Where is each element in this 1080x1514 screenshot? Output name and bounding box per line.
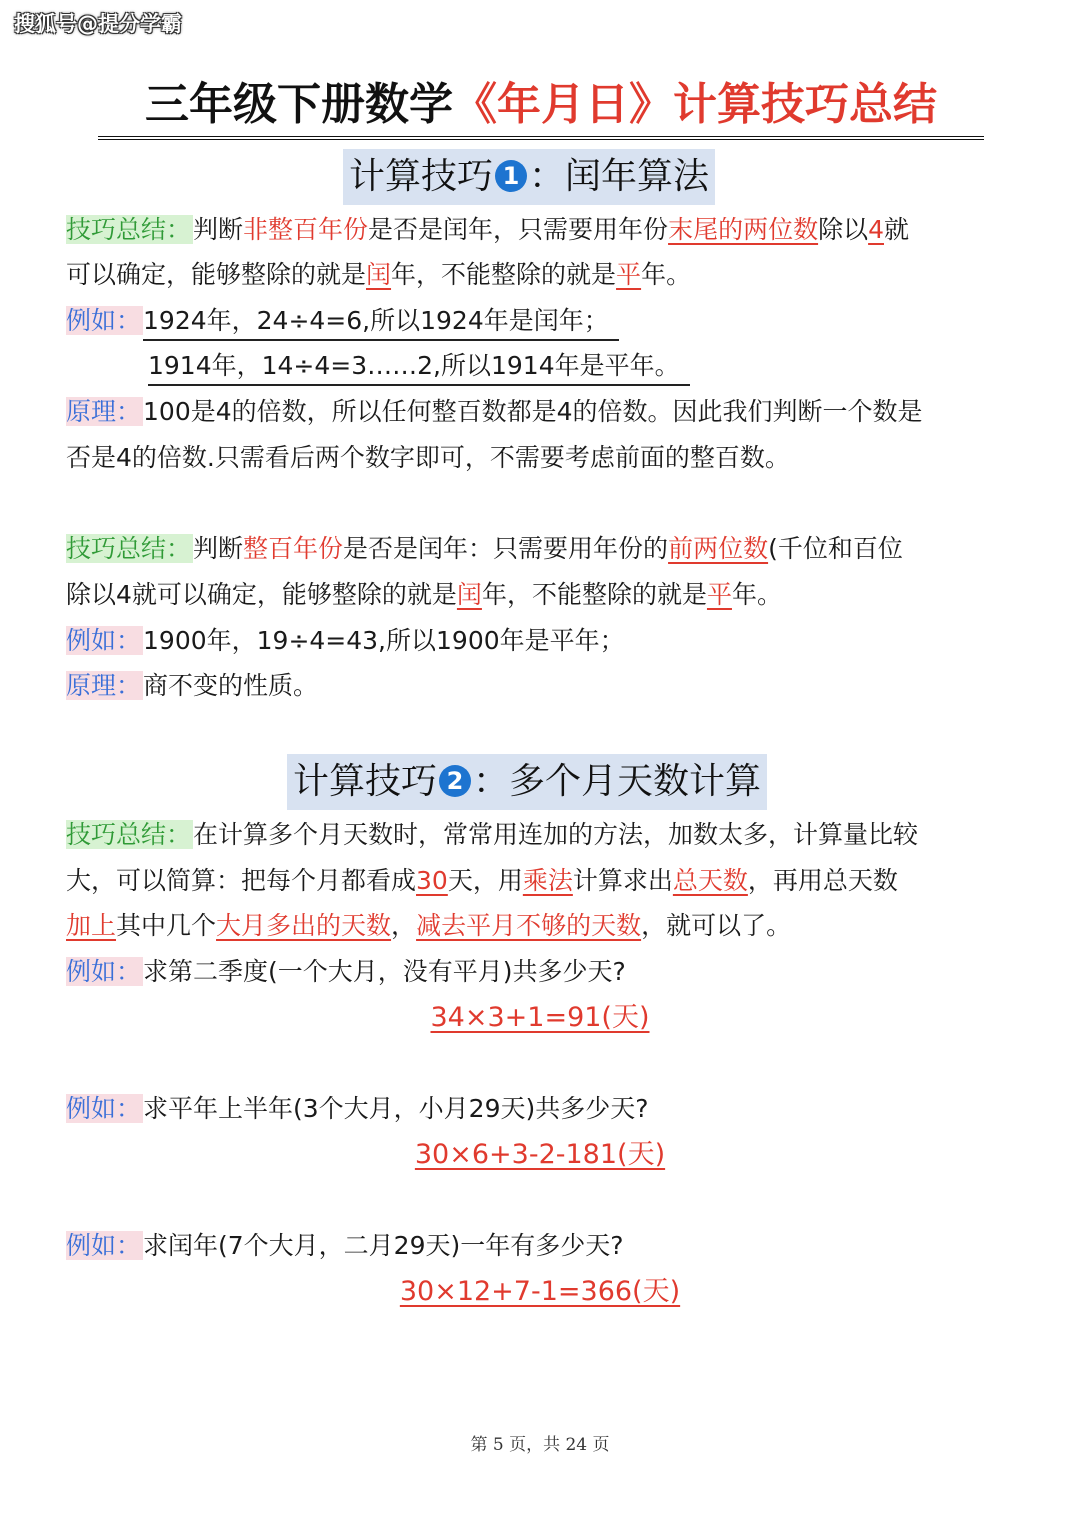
- tip-2-line-1: [66, 530, 903, 568]
- tip-label: 技巧总结：: [66, 534, 192, 563]
- text: 可以确定，能够整除的就是: [66, 260, 367, 289]
- tip-3-line-2: [66, 862, 898, 900]
- example-5-question: [66, 1227, 624, 1265]
- example-text: 1900年，19÷4=43,所以1900年是平年；: [143, 626, 625, 655]
- text: 天，用: [447, 866, 523, 895]
- text: 年。: [731, 580, 782, 609]
- page-title: [98, 74, 984, 140]
- tip-2-line-2: [66, 576, 782, 614]
- text: 就: [884, 215, 910, 244]
- section-2-heading: [287, 754, 767, 810]
- example-label: 例如：: [66, 957, 142, 986]
- highlight: 平: [616, 260, 642, 289]
- example-3-formula: 34×3+1=91(天): [430, 1002, 650, 1033]
- section-1-heading: [343, 149, 715, 205]
- example-text: 求第二季度(一个大月，没有平月)共多少天?: [143, 957, 626, 986]
- page-footer: 第 5 页，共 24 页: [470, 1435, 610, 1455]
- principle-text: 商不变的性质。: [143, 671, 319, 700]
- highlight: 总天数: [672, 866, 748, 895]
- title-part-2: 《年月日》: [453, 79, 673, 130]
- example-label: 例如：: [66, 1094, 142, 1123]
- highlight: 减去平月不够的天数: [416, 911, 642, 940]
- title-part-3: 计算技巧总结: [673, 79, 937, 130]
- watermark: 搜狐号@提分学霸: [14, 12, 182, 36]
- text: 大，可以简算：把每个月都看成: [66, 866, 417, 895]
- section-2-heading-post: ：多个月天数计算: [473, 761, 762, 802]
- highlight: 末尾的两位数: [668, 215, 819, 244]
- highlight: 加上: [66, 911, 117, 940]
- highlight: 乘法: [522, 866, 573, 895]
- principle-1-line-1: [66, 393, 923, 431]
- text: ，就可以了。: [641, 911, 792, 940]
- section-2-heading-pre: 计算技巧: [293, 761, 438, 802]
- example-5-formula: 30×12+7-1=366(天): [399, 1276, 681, 1307]
- text: ，再用总天数: [747, 866, 898, 895]
- text: 年，不能整除的就是: [391, 260, 617, 289]
- principle-label: 原理：: [66, 671, 142, 700]
- example-text: 1914年，14÷4=3……2,所以1914年是平年。: [148, 348, 690, 386]
- section-1-heading-post: ：闰年算法: [529, 156, 710, 197]
- text: 除以: [818, 215, 869, 244]
- highlight: 4: [868, 215, 884, 244]
- highlight: 闰: [456, 580, 482, 609]
- example-4-formula: 30×6+3-2-181(天): [414, 1139, 666, 1170]
- text: (千位和百位: [768, 534, 903, 563]
- highlight: 整百年份: [243, 534, 344, 563]
- example-text: 求闰年(7个大月，二月29天)一年有多少天?: [143, 1231, 624, 1260]
- number-1-badge-icon: 1: [495, 160, 527, 192]
- example-text: 1924年，24÷4=6,所以1924年是闰年；: [143, 303, 619, 341]
- text: 在计算多个月天数时，常常用连加的方法，加数太多，计算量比较: [193, 820, 919, 849]
- text: ，: [391, 911, 417, 940]
- title-part-1: 三年级下册数学: [145, 79, 453, 130]
- principle-label: 原理：: [66, 397, 142, 426]
- principle-text: 否是4的倍数.只需看后两个数字即可，不需要考虑前面的整百数。: [66, 443, 790, 472]
- example-label: 例如：: [66, 1231, 142, 1260]
- text: 计算求出: [572, 866, 673, 895]
- tip-label: 技巧总结：: [66, 820, 192, 849]
- highlight: 平: [706, 580, 732, 609]
- text: 是否是闰年，只需要用年份: [368, 215, 669, 244]
- highlight: 闰: [366, 260, 392, 289]
- tip-1-line-1: [66, 211, 909, 249]
- example-1-line-2: [148, 347, 690, 385]
- tip-3-line-3: [66, 907, 791, 945]
- principle-1-line-2: [66, 439, 790, 477]
- text: 判断: [193, 215, 244, 244]
- highlight: 非整百年份: [243, 215, 369, 244]
- example-text: 求平年上半年(3个大月，小月29天)共多少天?: [143, 1094, 649, 1123]
- text: 其中几个: [116, 911, 217, 940]
- example-3-question: [66, 953, 626, 991]
- tip-label: 技巧总结：: [66, 215, 192, 244]
- tip-3-line-1: [66, 816, 918, 854]
- example-label: 例如：: [66, 626, 142, 655]
- text: 判断: [193, 534, 244, 563]
- example-4-question: [66, 1090, 649, 1128]
- example-2-line-1: [66, 622, 625, 660]
- principle-2-line-1: [66, 667, 318, 705]
- highlight: 大月多出的天数: [216, 911, 392, 940]
- highlight: 30: [416, 866, 448, 895]
- principle-text: 100是4的倍数，所以任何整百数都是4的倍数。因此我们判断一个数是: [143, 397, 923, 426]
- tip-1-line-2: [66, 256, 691, 294]
- section-1-heading-pre: 计算技巧: [349, 156, 494, 197]
- highlight: 前两位数: [668, 534, 769, 563]
- example-1-line-1: [66, 302, 619, 340]
- text: 年，不能整除的就是: [481, 580, 707, 609]
- example-label: 例如：: [66, 306, 142, 335]
- text: 除以4就可以确定，能够整除的就是: [66, 580, 457, 609]
- number-2-badge-icon: 2: [439, 765, 471, 797]
- text: 年。: [641, 260, 692, 289]
- text: 是否是闰年：只需要用年份的: [343, 534, 669, 563]
